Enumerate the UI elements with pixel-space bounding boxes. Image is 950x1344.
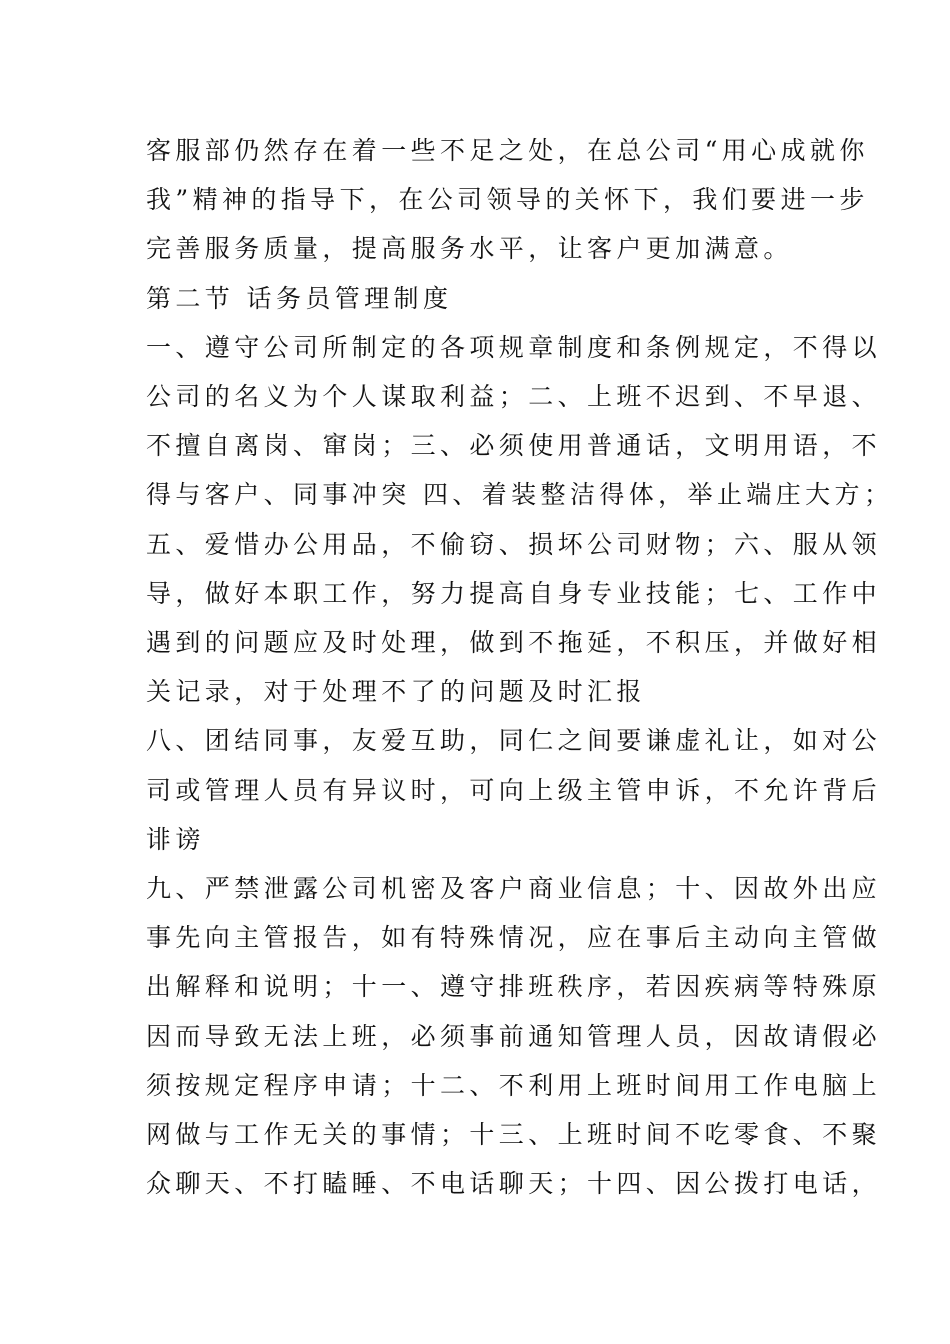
- text-line: 出解释和说明；十一、遵守排班秩序，若因疾病等特殊原: [146, 972, 882, 1002]
- text-line: 众聊天、不打瞌睡、不电话聊天；十四、因公拨打电话，: [146, 1169, 882, 1199]
- text-line: 公司的名义为个人谋取利益；二、上班不迟到、不早退、: [146, 382, 882, 412]
- text-line: 客服部仍然存在着一些不足之处，在总公司“用心成就你: [146, 136, 869, 165]
- text-line: 事先向主管报告，如有特殊情况，应在事后主动向主管做: [146, 923, 882, 953]
- text-line: 诽谤: [146, 824, 205, 854]
- text-line: 网做与工作无关的事情；十三、上班时间不吃零食、不聚: [146, 1120, 882, 1150]
- text-line: 司或管理人员有异议时，可向上级主管申诉，不允许背后: [146, 775, 882, 805]
- text-line: 九、严禁泄露公司机密及客户商业信息；十、因故外出应: [146, 874, 882, 904]
- text-line: 关记录，对于处理不了的问题及时汇报: [146, 677, 646, 707]
- text-line: 得与客户、同事冲突 四、着装整洁得体，举止端庄大方；: [146, 480, 894, 510]
- text-line: 因而导致无法上班，必须事前通知管理人员，因故请假必: [146, 1021, 882, 1051]
- text-line: 八、团结同事，友爱互助，同仁之间要谦虚礼让，如对公: [146, 726, 882, 756]
- text-line: 五、爱惜办公用品，不偷窃、损坏公司财物；六、服从领: [146, 529, 882, 559]
- paragraph-rule-8: [146, 716, 882, 864]
- document-body: [146, 126, 894, 1208]
- text-line: 我”精神的指导下，在公司领导的关怀下，我们要进一步: [146, 185, 869, 215]
- text-line: 导，做好本职工作，努力提高自身专业技能；七、工作中: [146, 578, 882, 608]
- text-line: 完善服务质量，提高服务水平，让客户更加满意。: [146, 234, 793, 264]
- text-line: 遇到的问题应及时处理，做到不拖延，不积压，并做好相: [146, 628, 882, 658]
- text-line: 须按规定程序申请；十二、不利用上班时间用工作电脑上: [146, 1070, 882, 1100]
- text-line: 一、遵守公司所制定的各项规章制度和条例规定，不得以: [146, 332, 882, 362]
- paragraph-rules-1-7: [146, 323, 894, 717]
- text-line: 不擅自离岗、窜岗；三、必须使用普通话，文明用语，不: [146, 431, 882, 461]
- paragraph-rules-9-14: [146, 864, 882, 1208]
- paragraph-service-summary: [146, 126, 869, 274]
- section-heading: 第二节 话务员管理制度: [146, 283, 453, 313]
